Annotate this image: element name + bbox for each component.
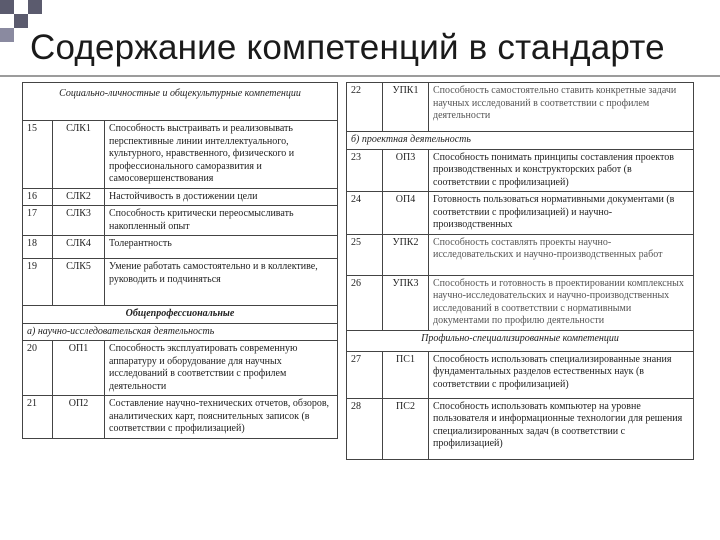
table-row: [347, 351, 694, 398]
section-label-research: а) научно-исследовательская деятельность: [23, 323, 338, 341]
row-text: Способность использовать компьютер на уровне пользователя и информационные технологии для решения специализированных задач (в соответствии с профилизацией): [429, 398, 694, 459]
row-number: 23: [347, 149, 383, 192]
corner-decoration-3: [28, 0, 42, 14]
corner-decoration-2: [14, 14, 28, 28]
row-number: 19: [23, 259, 53, 306]
row-code: СЛК3: [53, 206, 105, 236]
row-number: 17: [23, 206, 53, 236]
row-text: Толерантность: [105, 236, 338, 259]
corner-decoration-1: [0, 0, 14, 14]
table-row: [347, 398, 694, 459]
table-row: [23, 188, 338, 206]
table-row: [347, 149, 694, 192]
row-number: 20: [23, 341, 53, 396]
row-number: 16: [23, 188, 53, 206]
row-number: 27: [347, 351, 383, 398]
table-row: [347, 234, 694, 275]
row-number: 18: [23, 236, 53, 259]
row-text: Способность самостоятельно ставить конкретные задачи научных исследований в соответствии с профилем деятельности: [429, 83, 694, 132]
row-text: Способность использовать специализированные знания фундаментальных разделов естественных наук (в соответствии с профилизацией): [429, 351, 694, 398]
table-row: [23, 121, 338, 189]
table-row: [23, 206, 338, 236]
row-number: 24: [347, 192, 383, 235]
row-number: 28: [347, 398, 383, 459]
row-code: УПК2: [383, 234, 429, 275]
row-text: Составление научно-технических отчетов, обзоров, аналитических карт, пояснительных записок (в соответствии с профилизацией): [105, 396, 338, 439]
table-row: [347, 330, 694, 351]
table-row: [23, 236, 338, 259]
row-code: СЛК1: [53, 121, 105, 189]
row-text: Способность составлять проекты научно-исследовательских и научно-производственных работ: [429, 234, 694, 275]
row-text: Способность понимать принципы составления проектов производственных и конструкторских работ (в соответствии с профилизацией): [429, 149, 694, 192]
row-code: УПК3: [383, 275, 429, 330]
table-row: [347, 132, 694, 150]
row-code: ОП4: [383, 192, 429, 235]
section-header-general: Общепрофессиональные: [23, 306, 338, 324]
left-competency-table: [22, 82, 338, 439]
row-code: УПК1: [383, 83, 429, 132]
row-code: СЛК4: [53, 236, 105, 259]
row-number: 15: [23, 121, 53, 189]
row-number: 22: [347, 83, 383, 132]
row-code: СЛК5: [53, 259, 105, 306]
row-text: Способность и готовность в проектировании комплексных научно-исследовательских и научно-производственных исследований в соответствии с нормативными документами по профилю деятельности: [429, 275, 694, 330]
table-row: [347, 275, 694, 330]
title-divider: [0, 75, 720, 77]
right-competency-table: [346, 82, 694, 460]
table-row: [23, 259, 338, 306]
corner-decoration-4: [0, 28, 14, 42]
row-text: Настойчивость в достижении цели: [105, 188, 338, 206]
row-number: 26: [347, 275, 383, 330]
row-code: СЛК2: [53, 188, 105, 206]
row-code: ОП1: [53, 341, 105, 396]
table-row: [23, 341, 338, 396]
table-row: [23, 306, 338, 324]
slide-title: Содержание компетенций в стандарте: [30, 28, 665, 67]
row-code: ПС2: [383, 398, 429, 459]
row-code: ОП3: [383, 149, 429, 192]
section-header-social: Социально-личностные и общекультурные компетенции: [23, 83, 338, 121]
row-text: Умение работать самостоятельно и в коллективе, руководить и подчиняться: [105, 259, 338, 306]
row-number: 25: [347, 234, 383, 275]
section-label-project: б) проектная деятельность: [347, 132, 694, 150]
row-code: ОП2: [53, 396, 105, 439]
table-row: [23, 396, 338, 439]
row-code: ПС1: [383, 351, 429, 398]
table-row: [23, 323, 338, 341]
table-row: [347, 83, 694, 132]
row-text: Способность эксплуатировать современную аппаратуру и оборудование для научных исследований в соответствии с профилем деятельности: [105, 341, 338, 396]
row-number: 21: [23, 396, 53, 439]
row-text: Способность выстраивать и реализовывать перспективные линии интеллектуального, культурного, нравственного, физического и профессионального саморазвития и самосовершенствования: [105, 121, 338, 189]
row-text: Способность критически переосмысливать накопленный опыт: [105, 206, 338, 236]
table-row: [23, 83, 338, 121]
row-text: Готовность пользоваться нормативными документами (в соответствии с профилизацией) и научно-производственных: [429, 192, 694, 235]
table-row: [347, 192, 694, 235]
section-header-special: Профильно-специализированные компетенции: [347, 330, 694, 351]
